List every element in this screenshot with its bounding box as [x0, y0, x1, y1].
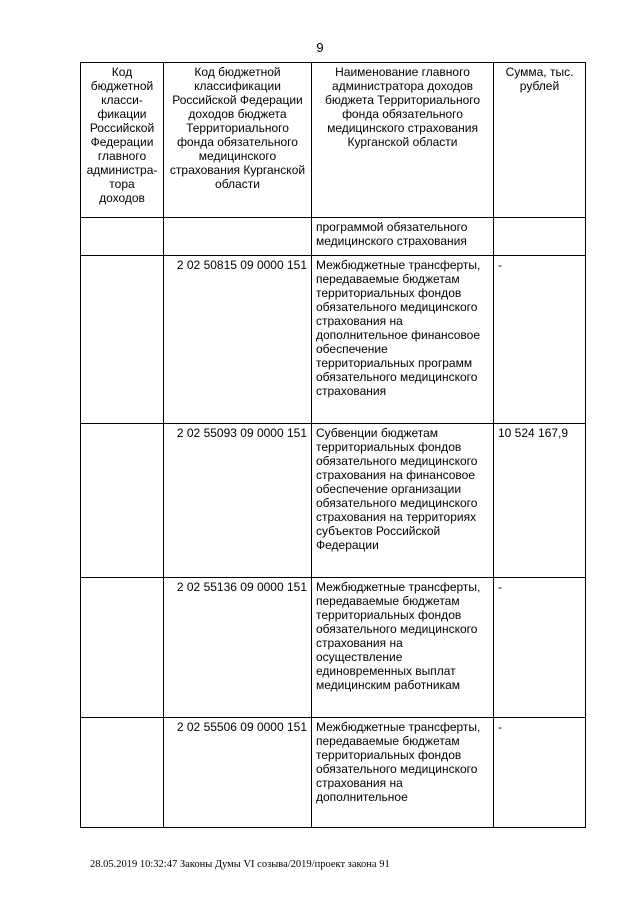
admin-code-cell	[81, 578, 164, 718]
sum-cell: 10 524 167,9	[494, 424, 586, 578]
revenue-code-cell: 2 02 55506 09 0000 151	[164, 718, 312, 828]
table-row	[81, 718, 586, 828]
revenue-code-cell	[164, 218, 312, 256]
table-row	[81, 578, 586, 718]
admin-code-cell	[81, 256, 164, 424]
revenue-name-cell: Межбюджетные трансферты, передаваемые бюджетам территориальных фондов обязательного медицинского страхования на дополнительное	[312, 718, 494, 828]
header-administrator-name: Наименование главного администратора доходов бюджета Территориального фонда обязательного медицинского страхования Курганской области	[312, 63, 494, 218]
revenue-code-cell: 2 02 55136 09 0000 151	[164, 578, 312, 718]
sum-cell: -	[494, 256, 586, 424]
revenue-name-cell: программой обязательного медицинского страхования	[312, 218, 494, 256]
admin-code-cell	[81, 718, 164, 828]
header-sum: Сумма, тыс. рублей	[494, 63, 586, 218]
table-row	[81, 424, 586, 578]
sum-cell: -	[494, 718, 586, 828]
admin-code-cell	[81, 424, 164, 578]
table-row	[81, 218, 586, 256]
header-admin-code: Код бюджетной класси-фикации Российской Федерации главного администра-тора доходов	[81, 63, 164, 218]
table-header-row	[81, 63, 586, 218]
header-revenue-code: Код бюджетной классификации Российской Федерации доходов бюджета Территориального фонда обязательного медицинского страхования Курганской области	[164, 63, 312, 218]
revenue-name-cell: Межбюджетные трансферты, передаваемые бюджетам территориальных фондов обязательного медицинского страхования на дополнительное финансовое обеспечение территориальных программ обязательного медицинского страхования	[312, 256, 494, 424]
document-footer: 28.05.2019 10:32:47 Законы Думы VI созыва/2019/проект закона 91	[90, 859, 390, 870]
revenue-name-cell: Субвенции бюджетам территориальных фондов обязательного медицинского страхования на финансовое обеспечение организации обязательного медицинского страхования на территориях субъектов Российской Федерации	[312, 424, 494, 578]
sum-cell: -	[494, 578, 586, 718]
sum-cell	[494, 218, 586, 256]
revenue-name-cell: Межбюджетные трансферты, передаваемые бюджетам территориальных фондов обязательного медицинского страхования на осуществление единовременных выплат медицинским работникам	[312, 578, 494, 718]
budget-revenue-table	[80, 62, 586, 828]
revenue-code-cell: 2 02 50815 09 0000 151	[164, 256, 312, 424]
admin-code-cell	[81, 218, 164, 256]
table-row	[81, 256, 586, 424]
revenue-code-cell: 2 02 55093 09 0000 151	[164, 424, 312, 578]
page-number: 9	[316, 40, 324, 55]
